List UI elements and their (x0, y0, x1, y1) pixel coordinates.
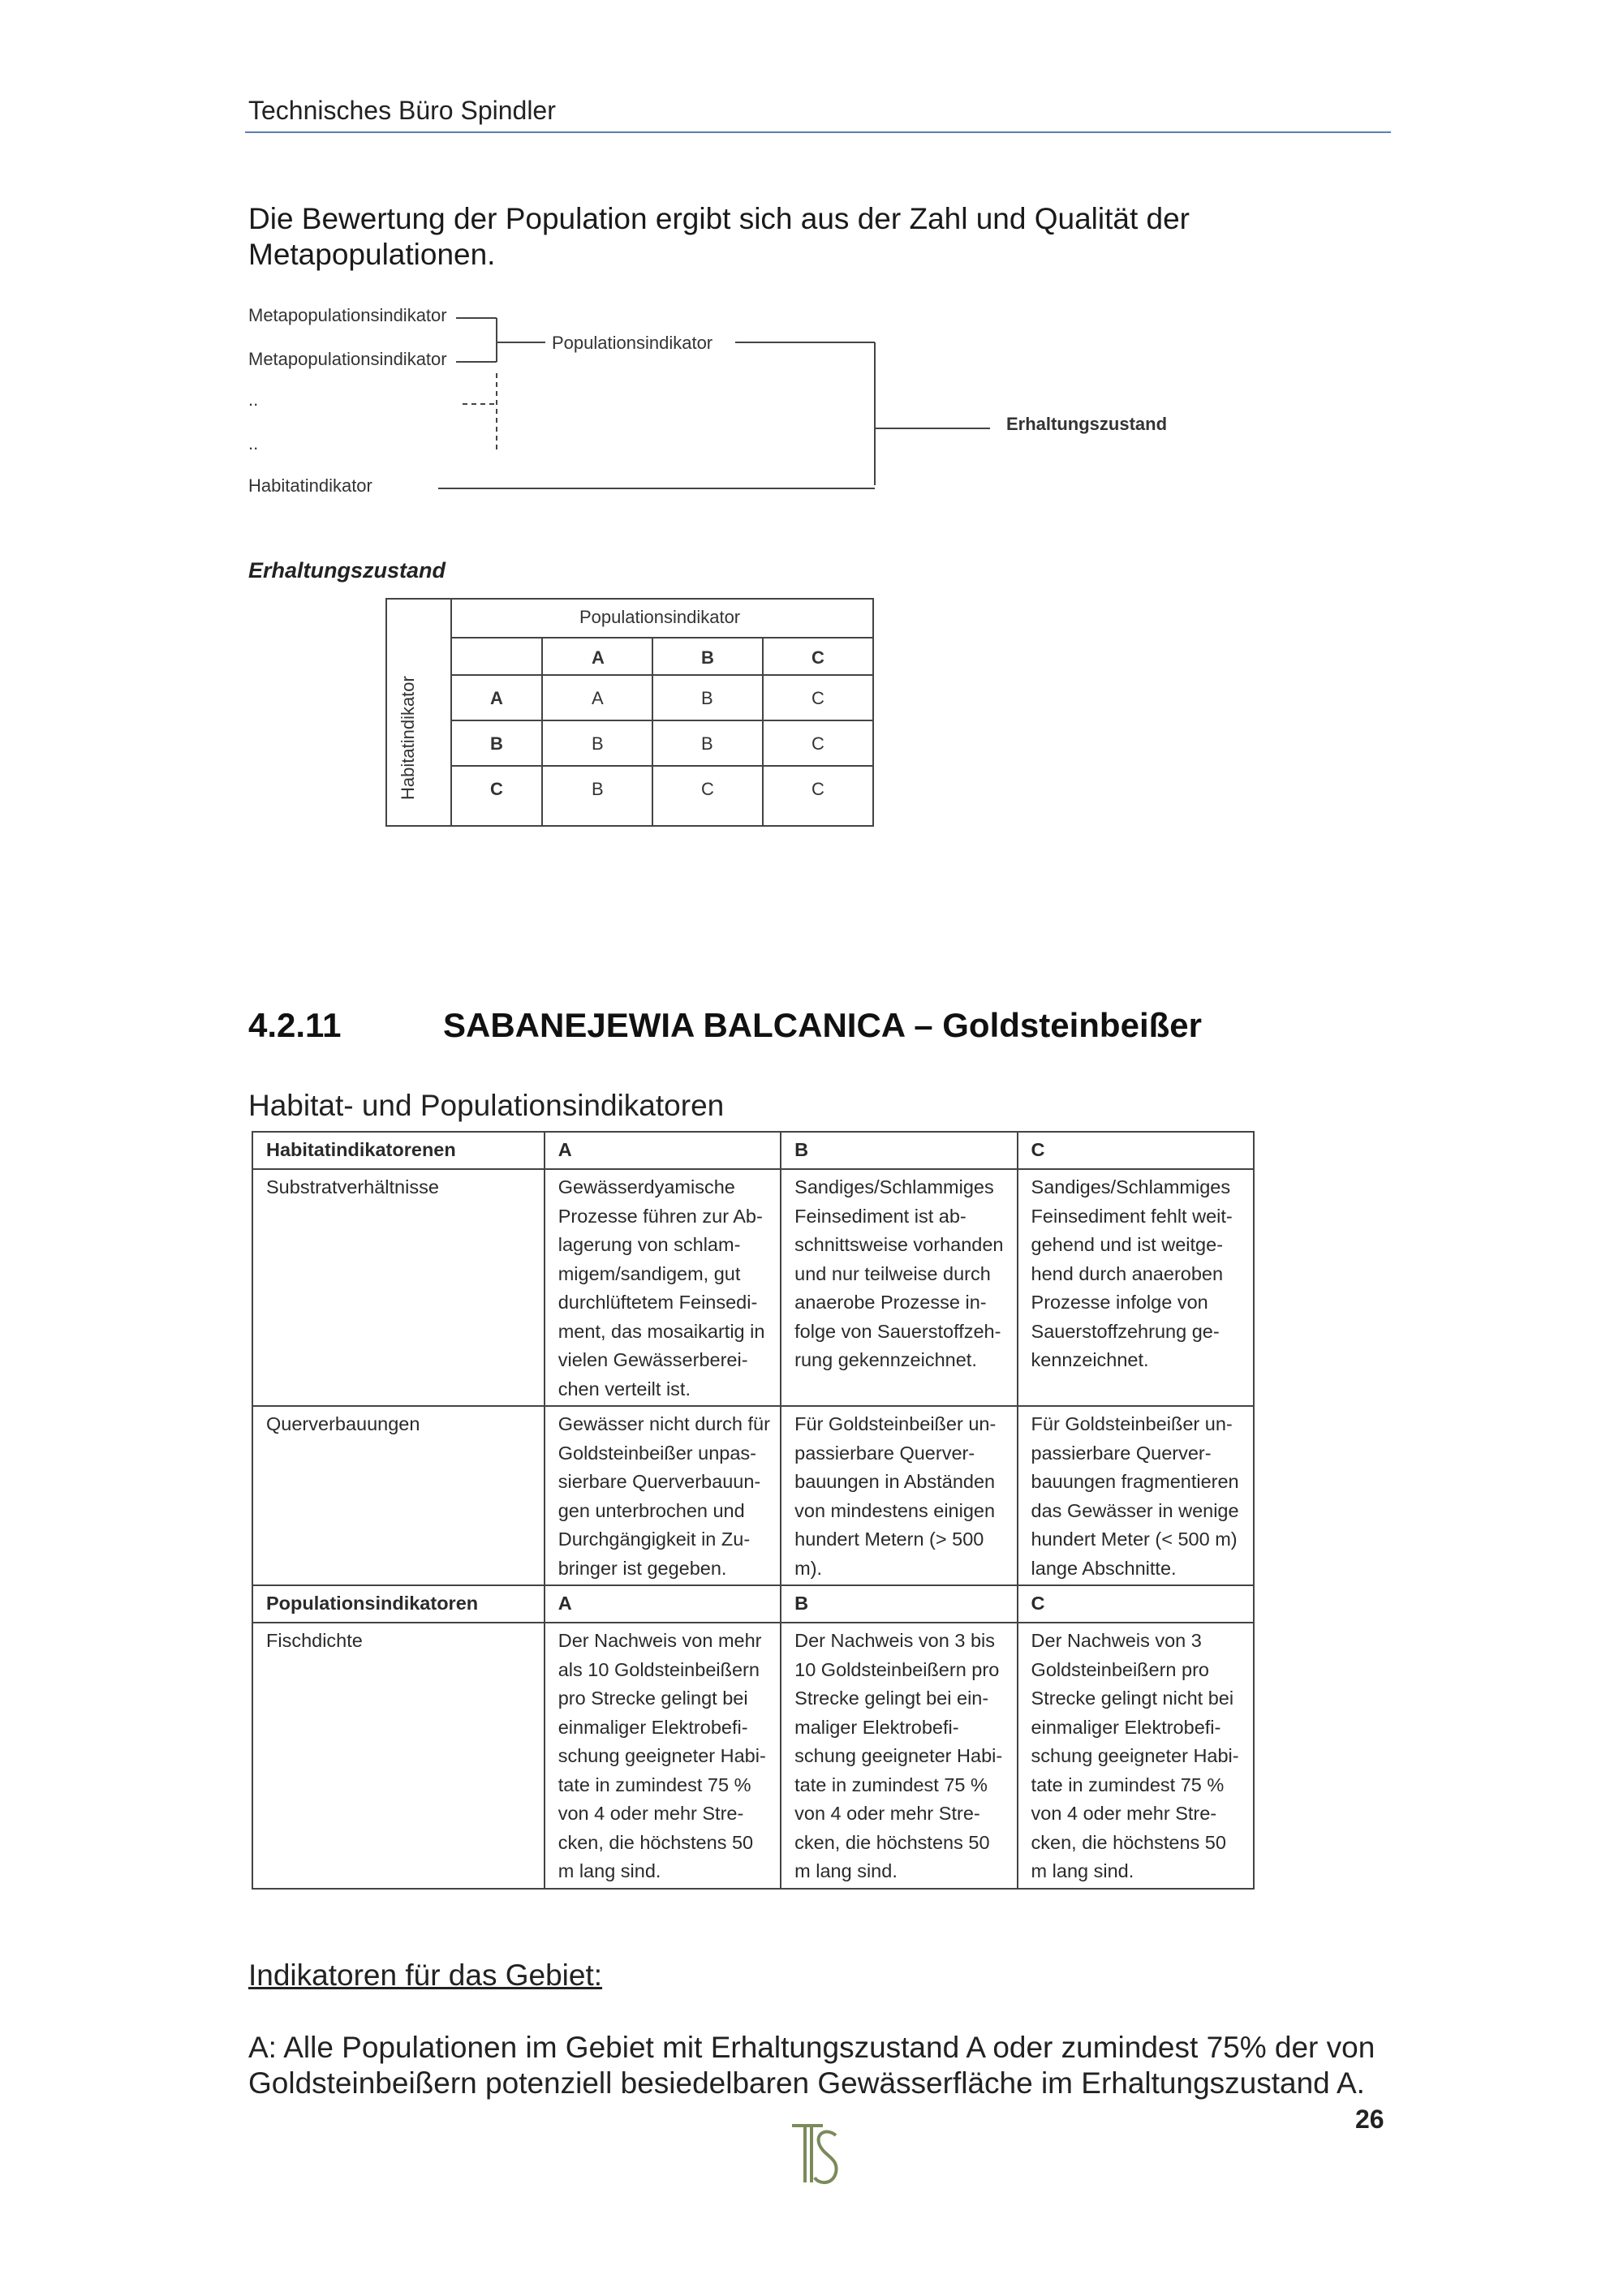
cell-line: passierbare Querver- (1031, 1442, 1212, 1464)
matrix-cell: B (592, 779, 604, 799)
matrix-col-header: C (812, 647, 824, 668)
cell-line: m lang sind. (558, 1860, 661, 1881)
cell-line: migem/sandigem, gut (558, 1262, 741, 1284)
matrix-cell: C (812, 688, 824, 708)
cell-line: hend durch anaeroben (1031, 1262, 1224, 1284)
cell-line: passierbare Querver- (794, 1442, 975, 1464)
ts-logo-icon (787, 2119, 844, 2189)
matrix-cell: B (701, 688, 713, 708)
paragraph-a-line-1: A: Alle Populationen im Gebiet mit Erhaltungszustand A oder zumindest 75% der von (248, 2031, 1375, 2064)
cell-line: Für Goldsteinbeißer un- (1031, 1413, 1233, 1434)
matrix-col-header: B (701, 647, 714, 668)
cell-line: bringer ist gegeben. (558, 1557, 727, 1579)
cell-line: Gewässer nicht durch für (558, 1413, 770, 1434)
cell-line: von 4 oder mehr Stre- (1031, 1803, 1217, 1824)
cell-line: gen unterbrochen und (558, 1499, 745, 1521)
cell-line: cken, die höchstens 50 (794, 1831, 990, 1853)
matrix-cell: C (812, 733, 824, 754)
table-row (252, 1623, 1254, 1889)
header-rule (245, 131, 1391, 133)
cell-line: Feinsediment ist ab- (794, 1205, 966, 1227)
indicators-subheading: Habitat- und Populationsindikatoren (248, 1089, 725, 1122)
cell-line: tate in zumindest 75 % (794, 1774, 988, 1795)
matrix-row-header: B (490, 733, 503, 754)
indikatoren-title: Indikatoren für das Gebiet: (248, 1958, 603, 1992)
cell-line: kennzeichnet. (1031, 1349, 1149, 1370)
diagram-dots-2: .. (248, 433, 259, 454)
indicator-cell-a (545, 1623, 781, 1889)
matrix-cell: C (701, 779, 714, 799)
matrix-border (386, 599, 873, 826)
cell-line: Für Goldsteinbeißer un- (794, 1413, 997, 1434)
page-number: 26 (1355, 2105, 1384, 2134)
diagram-result-label: Erhaltungszustand (1006, 414, 1168, 434)
cell-line: pro Strecke gelingt bei (558, 1688, 748, 1709)
cell-line: und nur teilweise durch (794, 1262, 991, 1284)
cell-line: folge von Sauerstoffzeh- (794, 1320, 1001, 1342)
intro-line-1: Die Bewertung der Population ergibt sich aus der Zahl und Qualität der (248, 202, 1190, 235)
table-header-cell: Habitatindikatorenen (252, 1132, 545, 1169)
paragraph-a (248, 2030, 1388, 2101)
indicator-name: Querverbauungen (252, 1406, 545, 1585)
cell-line: durchlüftetem Feinsedi- (558, 1292, 758, 1313)
cell-line: schnittsweise vorhanden (794, 1234, 1004, 1255)
cell-line: einmaliger Elektrobefi- (558, 1716, 748, 1738)
habitat-header-row (252, 1132, 1254, 1169)
indicator-cell-c (1018, 1169, 1254, 1406)
cell-line: cken, die höchstens 50 (1031, 1831, 1226, 1853)
paragraph-a-line-2: Goldsteinbeißern potenziell besiedelbaren Gewässerfläche im Erhaltungszustand A. (248, 2066, 1365, 2100)
cell-line: von mindestens einigen (794, 1499, 996, 1521)
cell-line: Sandiges/Schlammiges (794, 1176, 994, 1197)
cell-line: als 10 Goldsteinbeißern (558, 1658, 760, 1680)
indicator-cell-c (1018, 1623, 1254, 1889)
cell-line: Sauerstoffzehrung ge- (1031, 1320, 1220, 1342)
indicator-cell-c (1018, 1406, 1254, 1585)
matrix-row-header: A (490, 688, 503, 708)
diagram-meta-1: Metapopulationsindikator (248, 305, 447, 325)
intro-line-2: Metapopulationen. (248, 238, 496, 271)
table-header-cell: Populationsindikatoren (252, 1585, 545, 1623)
cell-line: rung gekennzeichnet. (794, 1349, 977, 1370)
matrix-cell: C (812, 779, 824, 799)
table-row (252, 1406, 1254, 1585)
cell-line: Der Nachweis von mehr (558, 1630, 762, 1651)
connector-dashed (463, 373, 497, 449)
cell-line: Gewässerdyamische (558, 1176, 735, 1197)
matrix-cell: B (701, 733, 713, 754)
matrix-cell: B (592, 733, 604, 754)
table-header-cell: C (1018, 1585, 1254, 1623)
cell-line: vielen Gewässerberei- (558, 1349, 748, 1370)
cell-line: lange Abschnitte. (1031, 1557, 1177, 1579)
table-header-cell: A (545, 1585, 781, 1623)
cell-line: maliger Elektrobefi- (794, 1716, 959, 1738)
cell-line: lagerung von schlam- (558, 1234, 741, 1255)
cell-line: chen verteilt ist. (558, 1378, 691, 1400)
cell-line: anaerobe Prozesse in- (794, 1292, 987, 1313)
indicator-name: Substratverhältnisse (252, 1169, 545, 1406)
diagram-population-label: Populationsindikator (552, 333, 713, 353)
indicator-cell-a (545, 1406, 781, 1585)
matrix-top-label: Populationsindikator (579, 607, 741, 627)
table-header-cell: A (545, 1132, 781, 1169)
matrix-side-label: Habitatindikator (398, 676, 418, 800)
cell-line: gehend und ist weitge- (1031, 1234, 1224, 1255)
cell-line: Strecke gelingt bei ein- (794, 1688, 989, 1709)
table-header-cell: C (1018, 1132, 1254, 1169)
cell-line: m lang sind. (794, 1860, 898, 1881)
cell-line: von 4 oder mehr Stre- (558, 1803, 744, 1824)
cell-line: das Gewässer in wenige (1031, 1499, 1239, 1521)
cell-line: m lang sind. (1031, 1860, 1134, 1881)
matrix-cell: A (592, 688, 604, 708)
indicator-cell-a (545, 1169, 781, 1406)
cell-line: ment, das mosaikartig in (558, 1320, 765, 1342)
cell-line: Der Nachweis von 3 bis (794, 1630, 995, 1651)
table-row (252, 1169, 1254, 1406)
cell-line: cken, die höchstens 50 (558, 1831, 754, 1853)
cell-line: sierbare Querverbauun- (558, 1471, 761, 1492)
cell-line: bauungen fragmentieren (1031, 1471, 1239, 1492)
erhaltungszustand-matrix (385, 597, 875, 828)
section-number: 4.2.11 (248, 1006, 342, 1044)
cell-line: Feinsediment fehlt weit- (1031, 1205, 1233, 1227)
header-title: Technisches Büro Spindler (248, 96, 556, 125)
cell-line: schung geeigneter Habi- (1031, 1745, 1239, 1766)
table-header-cell: B (781, 1585, 1017, 1623)
matrix-col-header: A (592, 647, 605, 668)
table-header-cell: B (781, 1132, 1017, 1169)
indicator-name: Fischdichte (252, 1623, 545, 1889)
cell-line: von 4 oder mehr Stre- (794, 1803, 980, 1824)
cell-line: schung geeigneter Habi- (794, 1745, 1003, 1766)
cell-line: Goldsteinbeißern pro (1031, 1658, 1209, 1680)
matrix-row-header: C (490, 779, 503, 799)
cell-line: tate in zumindest 75 % (558, 1774, 751, 1795)
cell-line: tate in zumindest 75 % (1031, 1774, 1225, 1795)
cell-line: Prozesse infolge von (1031, 1292, 1208, 1313)
cell-line: hundert Metern (> 500 (794, 1529, 984, 1550)
cell-line: Strecke gelingt nicht bei (1031, 1688, 1234, 1709)
cell-line: Der Nachweis von 3 (1031, 1630, 1202, 1651)
cell-line: schung geeigneter Habi- (558, 1745, 766, 1766)
indicator-cell-b (781, 1623, 1017, 1889)
cell-line: Prozesse führen zur Ab- (558, 1205, 763, 1227)
cell-line: 10 Goldsteinbeißern pro (794, 1658, 1000, 1680)
section-title: SABANEJEWIA BALCANICA – Goldsteinbeißer (443, 1006, 1202, 1044)
cell-line: bauungen in Abständen (794, 1471, 996, 1492)
diagram-meta-2: Metapopulationsindikator (248, 349, 447, 369)
intro-paragraph (248, 201, 1388, 273)
indicators-table (252, 1131, 1255, 1890)
indicator-cell-b (781, 1406, 1017, 1585)
cell-line: m). (794, 1557, 823, 1579)
cell-line: Sandiges/Schlammiges (1031, 1176, 1231, 1197)
cell-line: Goldsteinbeißer unpas- (558, 1442, 757, 1464)
indicator-cell-b (781, 1169, 1017, 1406)
indicator-diagram (243, 300, 1233, 511)
diagram-habitat-label: Habitatindikator (248, 475, 372, 496)
section-heading (248, 1006, 1202, 1045)
population-header-row (252, 1585, 1254, 1623)
cell-line: einmaliger Elektrobefi- (1031, 1716, 1221, 1738)
cell-line: Durchgängigkeit in Zu- (558, 1529, 751, 1550)
matrix-title: Erhaltungszustand (248, 558, 446, 583)
diagram-dots-1: .. (248, 389, 259, 410)
cell-line: hundert Meter (< 500 m) (1031, 1529, 1238, 1550)
